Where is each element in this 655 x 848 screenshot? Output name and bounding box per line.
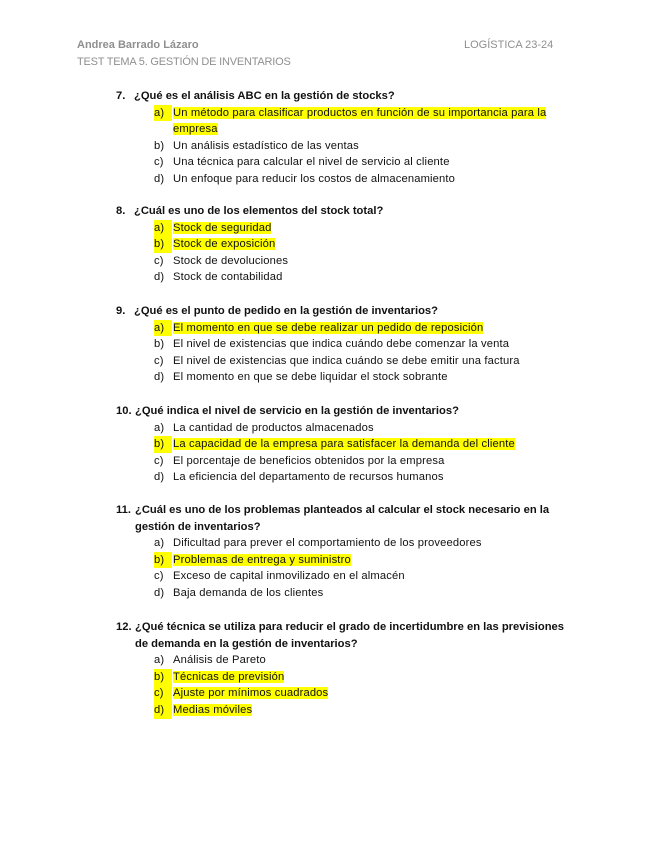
answer-option-d [116, 369, 576, 386]
question-text: ¿Cuál es uno de los problemas planteados al calcular el stock necesario en la gestión de inventarios? [135, 504, 550, 533]
option-letter: d) [154, 471, 165, 484]
option-letter: a) [154, 105, 172, 122]
option-letter: d) [154, 271, 165, 284]
question-9 [116, 303, 576, 386]
highlighted-answer-text: Stock de exposición [173, 238, 276, 251]
header-course: LOGÍSTICA 23-24 [464, 39, 554, 51]
highlighted-answer-text: El momento en que se debe realizar un pedido de reposición [173, 321, 484, 334]
header-author: Andrea Barrado Lázaro [77, 39, 199, 51]
question-heading [116, 502, 576, 535]
answer-option-b [116, 138, 576, 155]
option-letter: b) [154, 139, 165, 152]
question-heading [116, 303, 576, 320]
answer-option-a [116, 105, 576, 138]
answer-options [116, 535, 576, 601]
highlighted-answer-text: Medias móviles [173, 703, 253, 716]
question-7 [116, 88, 576, 188]
answer-option-a [116, 420, 576, 437]
answer-option-d [116, 171, 576, 188]
answer-option-c [116, 568, 576, 585]
option-text: Análisis de Pareto [173, 654, 266, 667]
option-letter: a) [154, 421, 165, 434]
question-text: ¿Qué indica el nivel de servicio en la gestión de inventarios? [135, 405, 459, 417]
header-subtitle: TEST TEMA 5. GESTIÓN DE INVENTARIOS [77, 56, 291, 68]
option-letter: b) [154, 338, 165, 351]
option-letter: b) [154, 436, 172, 453]
option-text: Stock de contabilidad [173, 271, 283, 284]
answer-options [116, 220, 576, 286]
highlighted-answer-text: Stock de seguridad [173, 221, 272, 234]
question-number: 11. [116, 504, 131, 516]
answer-option-b [116, 552, 576, 569]
option-letter: c) [154, 454, 164, 467]
option-text: El nivel de existencias que indica cuándo debe comenzar la venta [173, 338, 510, 351]
answer-option-c [116, 253, 576, 270]
question-10 [116, 403, 576, 486]
answer-option-d [116, 702, 576, 719]
option-text: El porcentaje de beneficios obtenidos por la empresa [173, 454, 445, 467]
question-heading [116, 88, 576, 105]
question-8 [116, 203, 576, 286]
option-text: Un enfoque para reducir los costos de almacenamiento [173, 172, 456, 185]
answer-option-b [116, 436, 576, 453]
highlighted-answer-text: Problemas de entrega y suministro [173, 553, 351, 566]
question-11 [116, 502, 576, 602]
option-letter: b) [154, 236, 172, 253]
option-letter: d) [154, 371, 165, 384]
highlighted-answer-text: Ajuste por mínimos cuadrados [173, 687, 329, 700]
highlighted-answer-text: Un método para clasificar productos en función de su importancia para la empresa [173, 106, 547, 136]
option-text: Baja demanda de los clientes [173, 586, 324, 599]
answer-options [116, 652, 576, 718]
answer-option-a [116, 652, 576, 669]
question-number: 8. [116, 205, 126, 217]
option-text: El momento en que se debe liquidar el stock sobrante [173, 371, 448, 384]
option-letter: c) [154, 570, 164, 583]
option-text: La eficiencia del departamento de recursos humanos [173, 471, 444, 484]
option-letter: a) [154, 654, 165, 667]
question-heading [116, 403, 576, 420]
option-letter: a) [154, 320, 172, 337]
option-text: La cantidad de productos almacenados [173, 421, 374, 434]
option-text: Un análisis estadístico de las ventas [173, 139, 359, 152]
option-letter: c) [154, 156, 164, 169]
option-letter: d) [154, 172, 165, 185]
answer-option-c [116, 453, 576, 470]
answer-option-c [116, 685, 576, 702]
answer-option-b [116, 336, 576, 353]
highlighted-answer-text: La capacidad de la empresa para satisfacer la demanda del cliente [173, 438, 515, 451]
answer-option-d [116, 269, 576, 286]
option-letter: d) [154, 586, 165, 599]
question-number: 9. [116, 305, 126, 317]
option-letter: b) [154, 552, 172, 569]
option-letter: c) [154, 354, 164, 367]
answer-option-a [116, 220, 576, 237]
answer-option-d [116, 585, 576, 602]
answer-option-c [116, 353, 576, 370]
option-letter: a) [154, 537, 165, 550]
question-number: 10. [116, 405, 132, 417]
question-text: ¿Cuál es uno de los elementos del stock total? [134, 205, 384, 217]
answer-option-b [116, 669, 576, 686]
option-text: Stock de devoluciones [173, 254, 289, 267]
option-letter: d) [154, 702, 172, 719]
answer-option-c [116, 154, 576, 171]
answer-options [116, 420, 576, 486]
option-text: Exceso de capital inmovilizado en el almacén [173, 570, 405, 583]
answer-options [116, 320, 576, 386]
option-text: Dificultad para prever el comportamiento de los proveedores [173, 537, 482, 550]
answer-options [116, 105, 576, 188]
answer-option-a [116, 320, 576, 337]
highlighted-answer-text: Técnicas de previsión [173, 670, 285, 683]
option-letter: c) [154, 685, 172, 702]
option-letter: a) [154, 220, 172, 237]
question-text: ¿Qué técnica se utiliza para reducir el grado de incertidumbre en las previsiones de demanda en la gestión de inventarios? [135, 621, 564, 650]
option-text: El nivel de existencias que indica cuándo se debe emitir una factura [173, 354, 520, 367]
option-letter: b) [154, 669, 172, 686]
question-number: 7. [116, 90, 126, 102]
option-text: Una técnica para calcular el nivel de servicio al cliente [173, 156, 450, 169]
option-letter: c) [154, 254, 164, 267]
answer-option-d [116, 469, 576, 486]
question-12 [116, 619, 576, 719]
question-heading [116, 619, 576, 652]
question-heading [116, 203, 576, 220]
question-text: ¿Qué es el análisis ABC en la gestión de stocks? [134, 90, 395, 102]
question-text: ¿Qué es el punto de pedido en la gestión de inventarios? [134, 305, 438, 317]
answer-option-a [116, 535, 576, 552]
question-number: 12. [116, 621, 132, 633]
answer-option-b [116, 236, 576, 253]
